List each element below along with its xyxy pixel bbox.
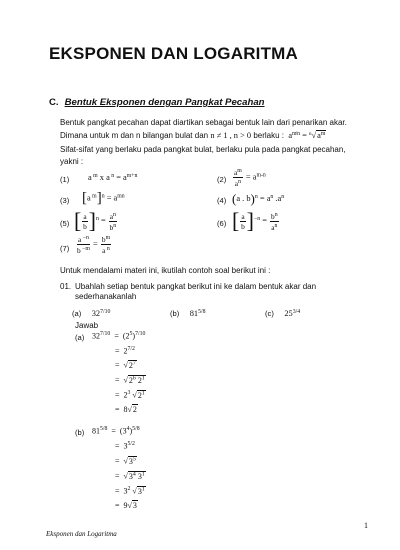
page-title: EKSPONEN DAN LOGARITMA [49, 44, 299, 63]
problem-option-b [170, 303, 206, 321]
rule-7-formula: $\frac{a ^{-n}}{b ^{-m}}$ = $\frac{b^m}{a ^n}$ [77, 235, 111, 255]
answer-a-step-2: = $2^{7/2}$ [115, 346, 135, 356]
rule-5-label: (5) [60, 219, 70, 228]
intro-line-3: Sifat-sifat yang berlaku pada pangkat bulat, berlaku pula pada pangkat pecahan, [60, 145, 346, 154]
option-base: 25 [284, 309, 293, 318]
section-heading [49, 97, 265, 108]
answer-b-step-4: = $√3^4$ $3^1$ [115, 471, 145, 481]
rule-6-formula: [ $\frac{a}{b}$ ]$^{-n}$ = $\frac{b^n}{a^n}$ [232, 208, 278, 233]
answer-b-step-3: = $√3^5$ [115, 456, 136, 466]
problem-line-1: Ubahlah setiap bentuk pangkat berikut ini ke dalam bentuk akar dan [75, 282, 317, 291]
option-base: 81 [189, 309, 199, 318]
answer-a-label: (a) [75, 333, 85, 342]
intro-line-2 [60, 131, 326, 140]
answer-a-step-1: $32^{7/10} = (2^5)^{7/10}$ [92, 331, 146, 341]
rule-1-formula: a $^m$ x a $^n = a^{m+n}$ [88, 173, 138, 182]
rule-3-formula: [a $^m]^n = a^{mn}$ [82, 190, 125, 206]
rule-2-formula: $\frac{a^m}{a^n}$ = $a^{m-n}$ [234, 168, 266, 188]
answer-b-step-1: $81^{5/8} = (3^4)^{5/8}$ [92, 426, 140, 436]
rule-6-label: (6) [217, 219, 227, 228]
section-heading-text: Bentuk Eksponen dengan Pangkat Pecahan [64, 97, 265, 108]
option-exponent: 3/4 [292, 309, 301, 315]
definition-formula: $a^{m/n} = ^n√a^m$ [286, 131, 326, 140]
rule-7-label: (7) [60, 244, 70, 253]
problem-number: 01. [60, 282, 72, 291]
condition-expression: n ≠ 1 , n > 0 [210, 131, 252, 140]
answer-b-step-6: = 9√3 [115, 501, 137, 510]
answer-label: Jawab [75, 321, 99, 330]
answer-a-step-4: = $√2^6$ $2^1$ [115, 375, 145, 385]
intro-line-2a: Dimana untuk m dan n bilangan bulat dan [60, 131, 209, 140]
example-intro: Untuk mendalami materi ini, ikutilah contoh soal berikut ini : [60, 266, 271, 275]
problem-option-c [265, 303, 300, 321]
section-letter: C. [49, 97, 59, 108]
rule-4-formula: (a . $b)^n = a^n$ $.a^n$ [232, 191, 285, 206]
problem-line-2: sederhanakanlah [75, 292, 137, 301]
problem-option-a [72, 303, 110, 321]
rule-3-label: (3) [60, 196, 70, 205]
option-label: (c) [265, 309, 274, 318]
footer-text: Eksponen dan Logaritma [46, 530, 117, 538]
option-label: (b) [170, 309, 180, 318]
answer-a-step-5: = $2^3$ $√2^1$ [115, 390, 145, 400]
option-exponent: 7/10 [100, 309, 111, 315]
answer-b-step-2: = $3^{5/2}$ [115, 441, 135, 451]
rule-4-label: (4) [217, 196, 227, 205]
answer-a-step-3: = $√2^7$ [115, 360, 136, 370]
intro-line-2b: berlaku : [253, 131, 284, 140]
answer-b-label: (b) [75, 428, 85, 437]
intro-line-4: yakni : [60, 157, 84, 166]
rule-2-label: (2) [217, 175, 227, 184]
page-number: 1 [364, 521, 368, 530]
rule-5-formula: [ $\frac{a}{b}$ ]$^n$ = $\frac{a^n}{b^n}$ [74, 208, 117, 233]
option-base: 32 [91, 309, 101, 318]
option-exponent: 5/8 [198, 309, 206, 315]
answer-a-step-6: = 8√2 [115, 405, 137, 414]
answer-b-step-5: = $3^2$ $√3^1$ [115, 486, 145, 496]
rule-1-label: (1) [60, 175, 70, 184]
option-label: (a) [72, 309, 82, 318]
intro-line-1: Bentuk pangkat pecahan dapat diartikan sebagai bentuk lain dari penarikan akar. [60, 118, 347, 127]
